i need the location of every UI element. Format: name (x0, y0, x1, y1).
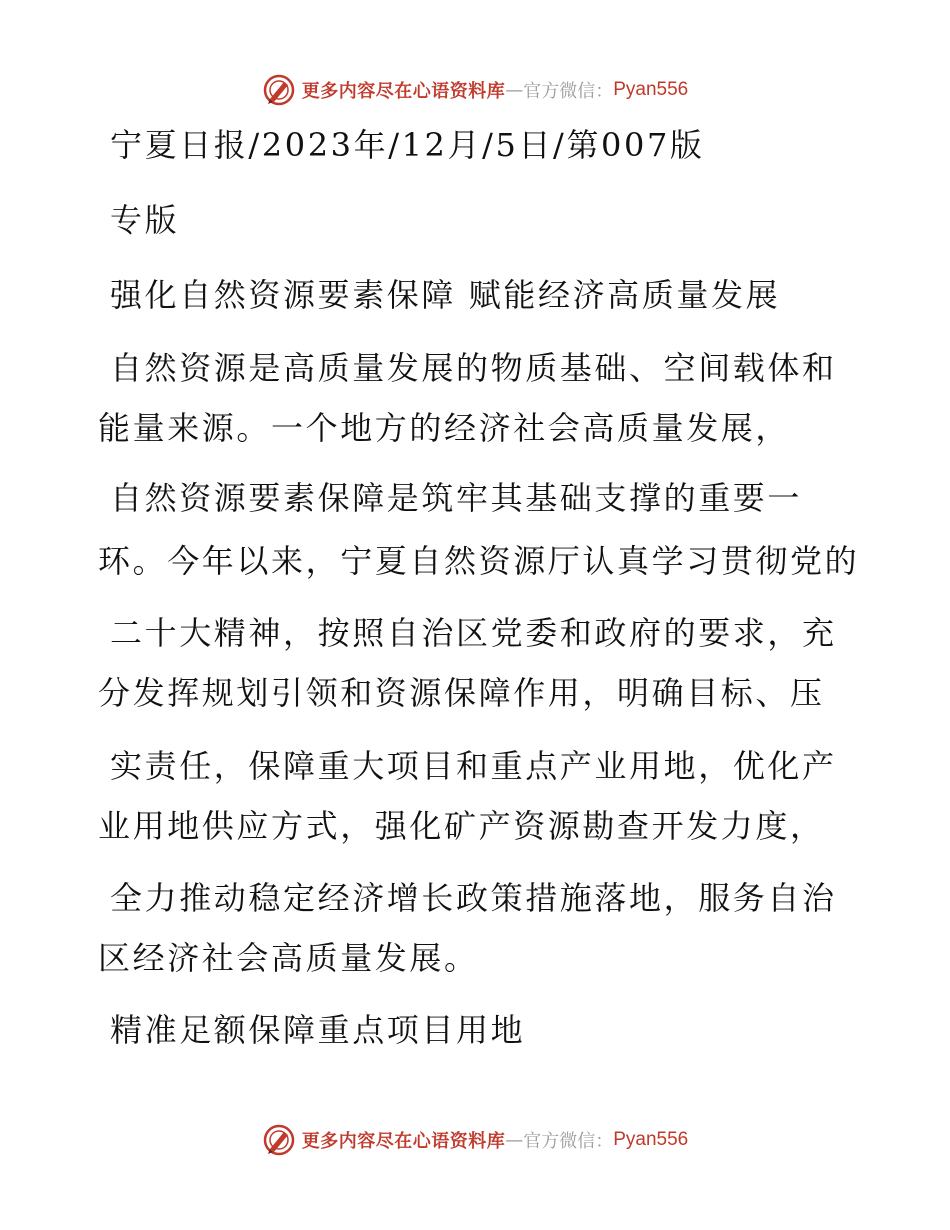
pen-logo-icon (262, 1123, 296, 1157)
paragraph-line: 全力推动稳定经济增长政策措施落地，服务自治 (110, 879, 837, 917)
publication-line: 宁夏日报/2023年/12月/5日/第007版 (110, 126, 705, 164)
paragraph-line: 自然资源要素保障是筑牢其基础支撑的重要一 (110, 479, 803, 517)
paragraph-line: 环。今年以来，宁夏自然资源厅认真学习贯彻党的 (98, 542, 860, 580)
paragraph-line: 实责任，保障重大项目和重点产业用地，优化产 (110, 747, 837, 785)
watermark-dash: — (505, 79, 524, 101)
article-title: 强化自然资源要素保障 赋能经济高质量发展 (110, 276, 781, 314)
section-label: 专版 (110, 201, 180, 239)
paragraph-line: 二十大精神，按照自治区党委和政府的要求，充 (110, 614, 837, 652)
paragraph-line: 分发挥规划引领和资源保障作用，明确目标、压 (98, 674, 825, 712)
watermark-wechat-id: Pyan556 (613, 1129, 689, 1150)
watermark-brand-text: 更多内容尽在心语资料库 (301, 81, 506, 102)
paragraph-line: 业用地供应方式，强化矿产资源勘查开发力度， (98, 807, 825, 845)
watermark-suffix: 官方微信： (523, 81, 614, 102)
paragraph-line: 能量来源。一个地方的经济社会高质量发展， (98, 409, 791, 447)
watermark-dash: — (505, 1129, 524, 1151)
watermark-banner-bottom (0, 1120, 950, 1160)
watermark-brand-text: 更多内容尽在心语资料库 (301, 1131, 506, 1152)
watermark-wechat-id: Pyan556 (613, 79, 689, 100)
section-heading: 精准足额保障重点项目用地 (110, 1011, 526, 1049)
paragraph-line: 自然资源是高质量发展的物质基础、空间载体和 (110, 349, 837, 387)
watermark-suffix: 官方微信： (523, 1131, 614, 1152)
paragraph-line: 区经济社会高质量发展。 (98, 939, 479, 977)
